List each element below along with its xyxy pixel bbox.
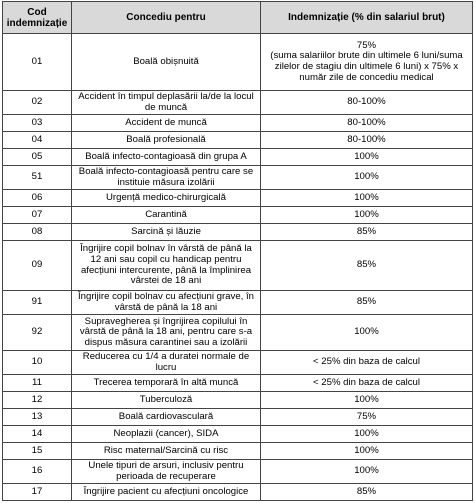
table-row bbox=[3, 224, 473, 241]
table-row bbox=[3, 132, 473, 149]
row-code-cell: 91 bbox=[3, 291, 72, 315]
row-code-cell: 16 bbox=[3, 460, 72, 484]
row-code-cell: 13 bbox=[3, 409, 72, 426]
row-code-cell: 09 bbox=[3, 241, 72, 291]
table-row bbox=[3, 241, 473, 291]
header-indemnity bbox=[261, 2, 473, 34]
row-code-cell: 02 bbox=[3, 91, 72, 115]
row-leave-cell: Trecerea temporară în altă muncă bbox=[72, 375, 261, 392]
row-leave-cell: Boală cardiovasculară bbox=[72, 409, 261, 426]
row-leave-cell: Sarcină și lăuzie bbox=[72, 224, 261, 241]
table-body bbox=[3, 34, 473, 501]
table-row bbox=[3, 460, 473, 484]
row-indemnity-cell: 100% bbox=[261, 443, 473, 460]
table-row bbox=[3, 115, 473, 132]
row-indemnity-cell: 80-100% bbox=[261, 132, 473, 149]
row-indemnity-cell: 100% bbox=[261, 460, 473, 484]
row-indemnity-cell: 85% bbox=[261, 484, 473, 501]
table-row bbox=[3, 149, 473, 166]
row-code-cell: 03 bbox=[3, 115, 72, 132]
row-indemnity-cell: 100% bbox=[261, 166, 473, 190]
row-indemnity-cell: 100% bbox=[261, 190, 473, 207]
row-leave-cell: Boală infecto-contagioasă din grupa A bbox=[72, 149, 261, 166]
row-code-cell: 08 bbox=[3, 224, 72, 241]
table-row bbox=[3, 392, 473, 409]
row-leave-cell: Boală obișnuită bbox=[72, 34, 261, 91]
row-leave-cell: Îngrijire copil bolnav în vârstă de până la 12 ani sau copil cu handicap pentru afecțiuni intercurente, până la împlinirea vârstei de 18 ani bbox=[72, 241, 261, 291]
table-row bbox=[3, 291, 473, 315]
table-row bbox=[3, 34, 473, 91]
table-row bbox=[3, 166, 473, 190]
indemnity-table bbox=[2, 1, 473, 501]
header-indemnity-label: Indemnizație (% din salariul brut) bbox=[288, 12, 445, 23]
row-code-cell: 92 bbox=[3, 315, 72, 351]
table-row bbox=[3, 484, 473, 501]
table-row bbox=[3, 426, 473, 443]
row-indemnity-cell: 85% bbox=[261, 291, 473, 315]
row-indemnity-cell: 100% bbox=[261, 315, 473, 351]
row-leave-cell: Tuberculoză bbox=[72, 392, 261, 409]
header-code bbox=[3, 2, 72, 34]
row-indemnity-cell: 85% bbox=[261, 241, 473, 291]
row-leave-cell: Urgență medico-chirurgicală bbox=[72, 190, 261, 207]
row-code-cell: 15 bbox=[3, 443, 72, 460]
row-code-cell: 11 bbox=[3, 375, 72, 392]
table-row bbox=[3, 409, 473, 426]
header-leave bbox=[72, 2, 261, 34]
table-row bbox=[3, 207, 473, 224]
row-code-cell: 10 bbox=[3, 351, 72, 375]
row-indemnity-cell: 80-100% bbox=[261, 115, 473, 132]
row-leave-cell: Supravegherea și îngrijirea copilului în vârstă de până la 18 ani, pentru care s-a dispus măsura carantinei sau a izolării bbox=[72, 315, 261, 351]
header-leave-label: Concediu pentru bbox=[126, 12, 206, 23]
table-row bbox=[3, 443, 473, 460]
row-indemnity-cell: 100% bbox=[261, 149, 473, 166]
row-indemnity-cell: 75% bbox=[261, 409, 473, 426]
row-code-cell: 06 bbox=[3, 190, 72, 207]
row-code-cell: 05 bbox=[3, 149, 72, 166]
header-code-label: Cod indemnizație bbox=[6, 6, 68, 29]
table-row bbox=[3, 375, 473, 392]
table-row bbox=[3, 351, 473, 375]
row-leave-cell: Carantină bbox=[72, 207, 261, 224]
row-leave-cell: Accident în timpul deplasării la/de la locul de muncă bbox=[72, 91, 261, 115]
row-leave-cell: Accident de muncă bbox=[72, 115, 261, 132]
table-row bbox=[3, 91, 473, 115]
row-leave-cell: Boală infecto-contagioasă pentru care se instituie măsura izolării bbox=[72, 166, 261, 190]
row-indemnity-cell: < 25% din baza de calcul bbox=[261, 351, 473, 375]
row-indemnity-cell: 80-100% bbox=[261, 91, 473, 115]
row-indemnity-cell: 100% bbox=[261, 426, 473, 443]
row-leave-cell: Neoplazii (cancer), SIDA bbox=[72, 426, 261, 443]
row-code-cell: 01 bbox=[3, 34, 72, 91]
row-leave-cell: Îngrijire pacient cu afecțiuni oncologice bbox=[72, 484, 261, 501]
row-code-cell: 04 bbox=[3, 132, 72, 149]
row-leave-cell: Risc maternal/Sarcină cu risc bbox=[72, 443, 261, 460]
row-code-cell: 14 bbox=[3, 426, 72, 443]
header-row bbox=[3, 2, 473, 34]
table-row bbox=[3, 190, 473, 207]
row-code-cell: 07 bbox=[3, 207, 72, 224]
row-code-cell: 17 bbox=[3, 484, 72, 501]
row-indemnity-cell: 75% (suma salariilor brute din ultimele 6 luni/suma zilelor de stagiu din ultimele 6 luni) x 75% x număr zile de concediu medical bbox=[261, 34, 473, 91]
row-indemnity-cell: 100% bbox=[261, 207, 473, 224]
row-code-cell: 51 bbox=[3, 166, 72, 190]
row-indemnity-cell: < 25% din baza de calcul bbox=[261, 375, 473, 392]
table-row bbox=[3, 315, 473, 351]
row-indemnity-cell: 85% bbox=[261, 224, 473, 241]
row-code-cell: 12 bbox=[3, 392, 72, 409]
row-leave-cell: Boală profesională bbox=[72, 132, 261, 149]
row-leave-cell: Îngrijire copil bolnav cu afecțiuni grave, în vârstă de până la 18 ani bbox=[72, 291, 261, 315]
row-indemnity-cell: 100% bbox=[261, 392, 473, 409]
row-leave-cell: Reducerea cu 1/4 a duratei normale de lucru bbox=[72, 351, 261, 375]
row-leave-cell: Unele tipuri de arsuri, inclusiv pentru perioada de recuperare bbox=[72, 460, 261, 484]
